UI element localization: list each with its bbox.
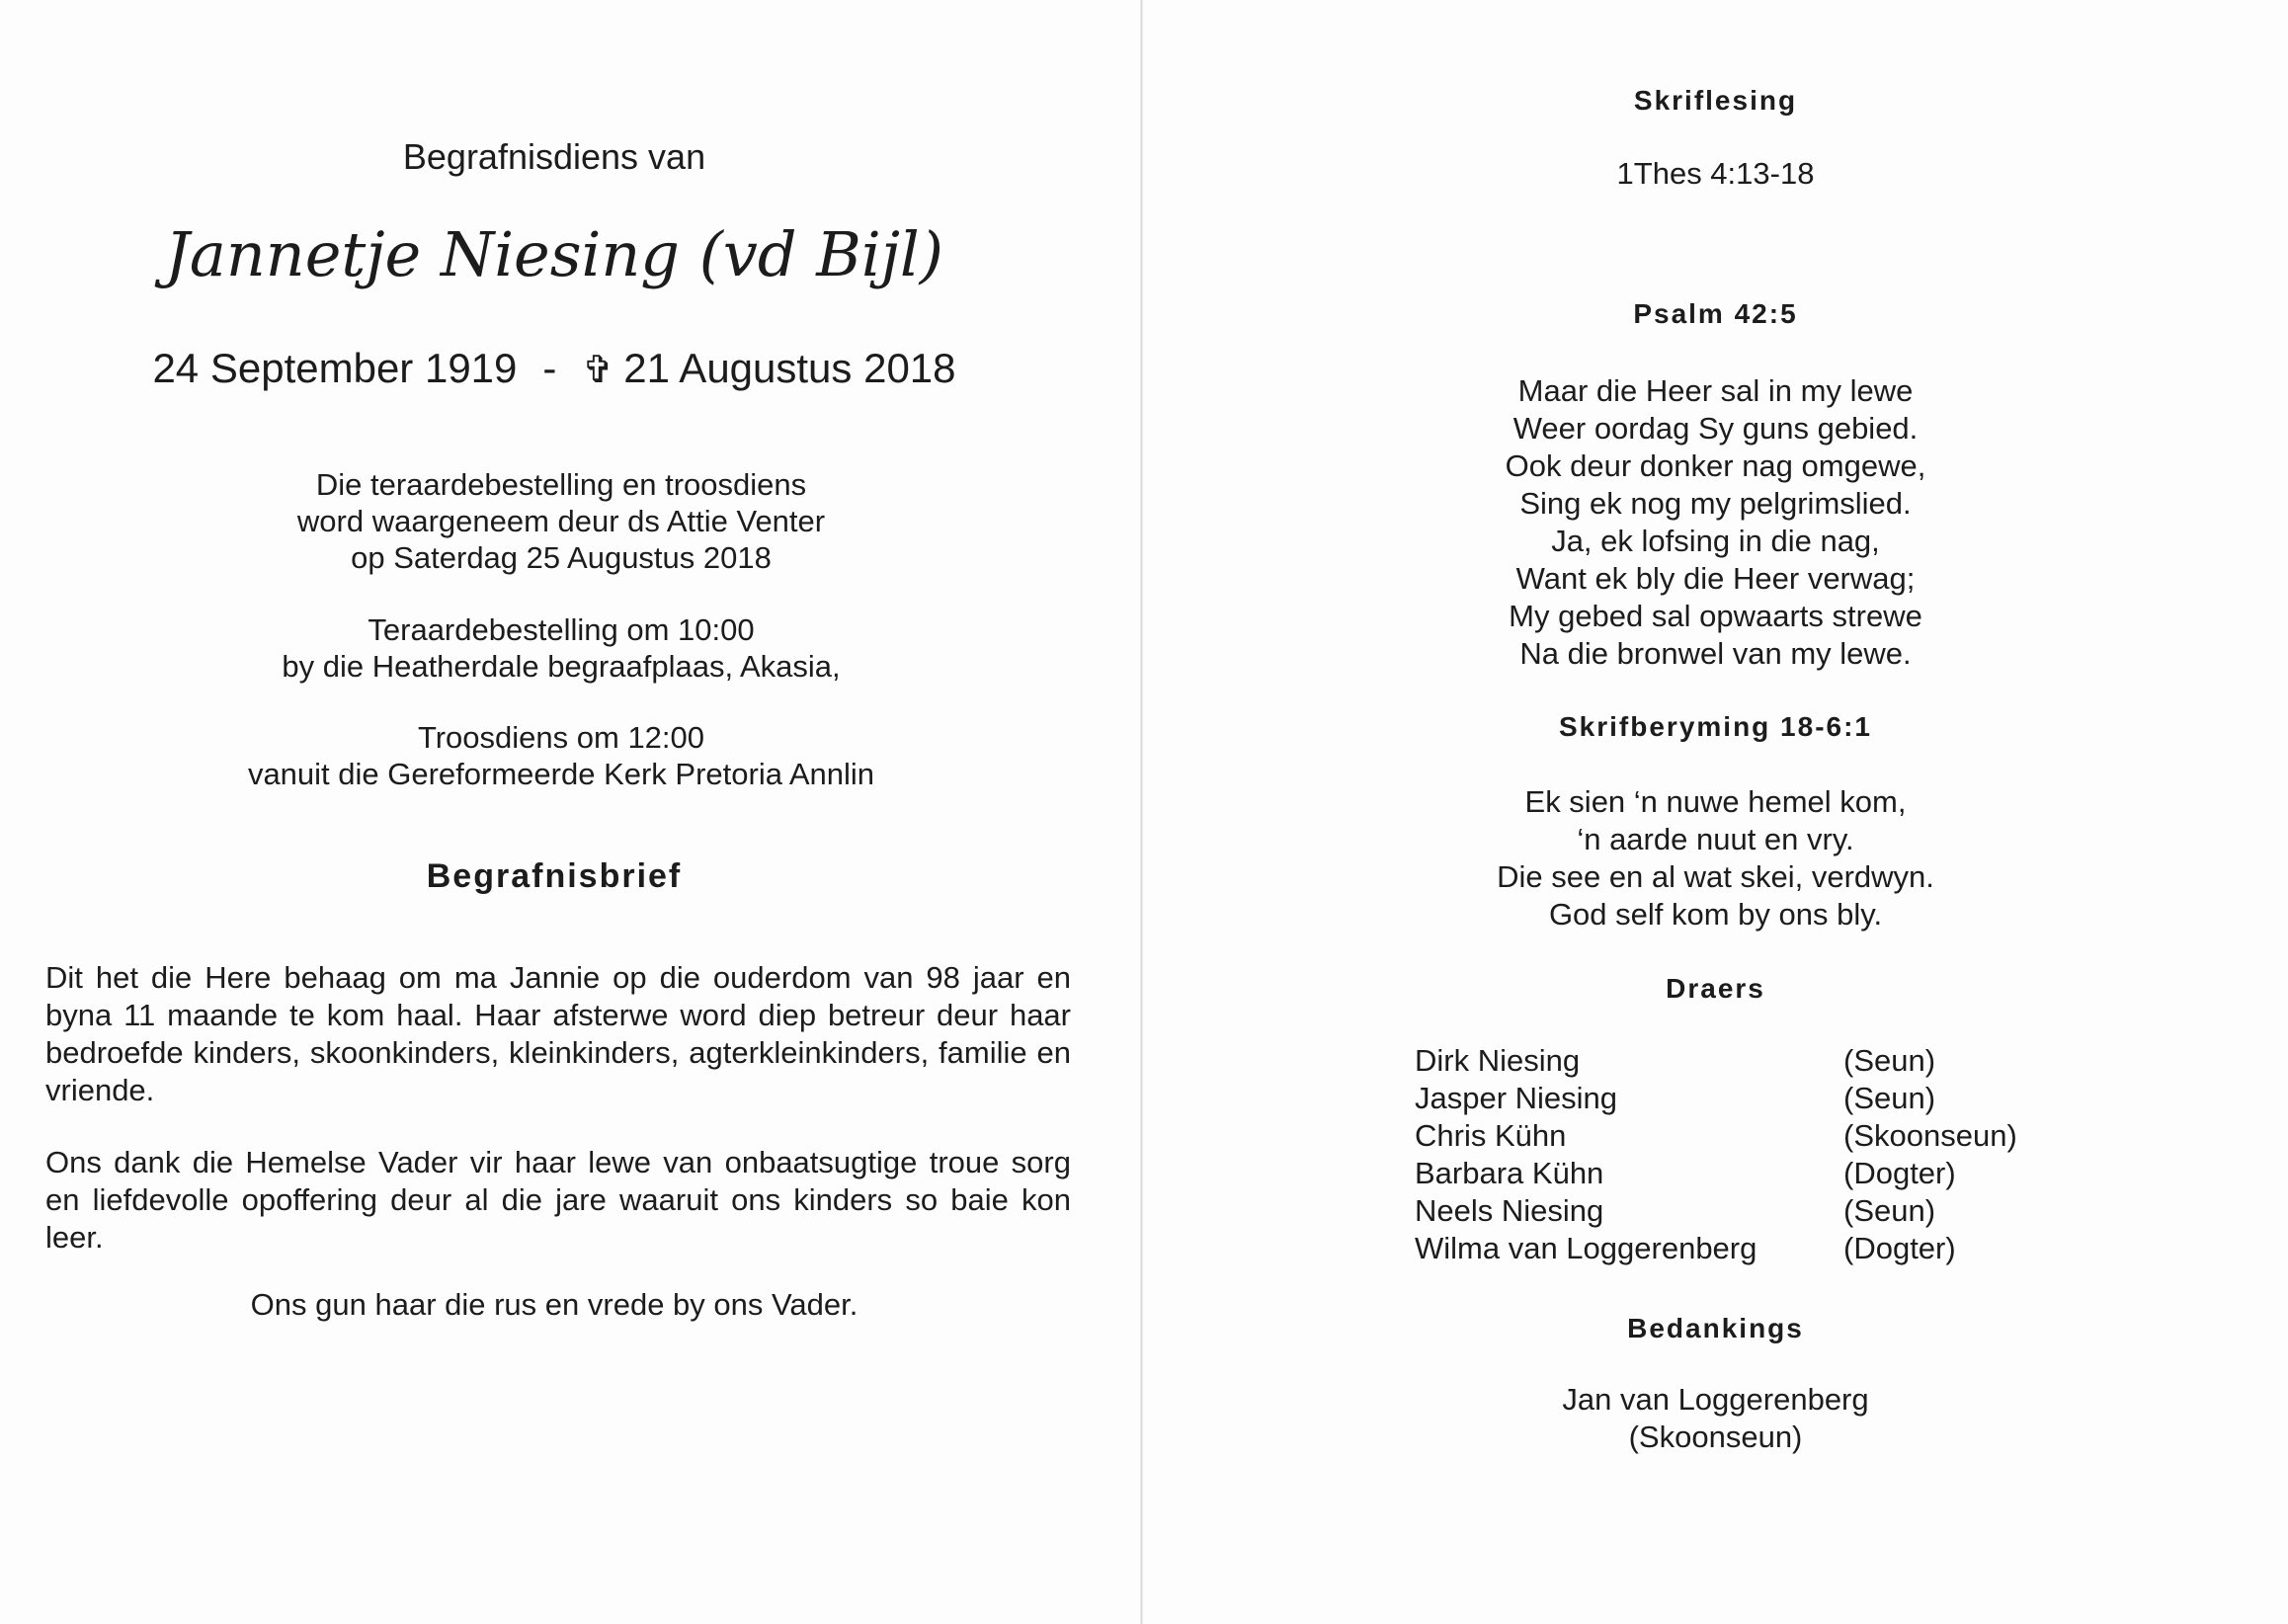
death-date: 21 Augustus 2018	[623, 345, 956, 391]
psalm-line: Ook deur donker nag omgewe,	[1505, 448, 1926, 483]
rhyme-line: God self kom by ons bly.	[1548, 897, 1883, 932]
burial-line: by die Heatherdale begraafplaas, Akasia,	[282, 649, 841, 684]
service-line: Die teraardebestelling en troosdiens	[315, 467, 807, 502]
bearer-relation: (Seun)	[1843, 1081, 1936, 1115]
cross-icon: ✞	[582, 350, 614, 391]
letter-paragraph: Ons dank die Hemelse Vader vir haar lewe van onbaatsugtige troue sorg en liefdevolle opoffering deur al die jare waaruit ons kinders so baie kon leer.	[45, 1145, 1071, 1255]
psalm-line: Want ek bly die Heer verwag;	[1515, 561, 1916, 596]
burial-line: Teraardebestelling om 10:00	[368, 612, 755, 647]
service-details	[0, 466, 1122, 576]
worship-line: vanuit die Gereformeerde Kerk Pretoria Annlin	[247, 757, 875, 791]
service-line: word waargeneem deur ds Attie Venter	[296, 504, 826, 538]
psalm-line: Ja, ek lofsing in die nag,	[1551, 524, 1880, 558]
bearer-row	[1415, 1155, 2106, 1192]
bearer-name: Chris Kühn	[1415, 1118, 1567, 1153]
rhyme-heading: Skrifberyming 18-6:1	[1559, 711, 1872, 742]
bearer-relation: (Dogter)	[1843, 1231, 1956, 1265]
bearer-relation: (Seun)	[1843, 1043, 1936, 1078]
date-separator: -	[542, 345, 557, 391]
scripture-heading: Skriflesing	[1633, 85, 1798, 116]
thanks-text	[1143, 1381, 2288, 1456]
worship-details	[0, 719, 1122, 792]
psalm-line: Weer oordag Sy guns gebied.	[1512, 411, 1919, 446]
life-dates	[0, 343, 1108, 396]
rhyme-line: Ek sien ‘n nuwe hemel kom,	[1524, 784, 1907, 819]
psalm-line: Na die bronwel van my lewe.	[1519, 636, 1912, 671]
scripture-reference: 1Thes 4:13-18	[1616, 156, 1815, 191]
closing-line: Ons gun haar die rus en vrede by ons Vader.	[250, 1287, 858, 1322]
worship-line: Troosdiens om 12:00	[417, 720, 705, 755]
bearer-row	[1415, 1230, 2106, 1267]
right-page	[1143, 0, 2288, 1624]
bearer-row	[1415, 1080, 2106, 1117]
psalm-line: My gebed sal opwaarts strewe	[1509, 599, 1922, 633]
psalm-heading: Psalm 42:5	[1633, 298, 1798, 329]
bearer-row	[1415, 1192, 2106, 1230]
birth-date: 24 September 1919	[152, 345, 518, 391]
left-page	[0, 0, 1140, 1624]
bearer-name: Barbara Kühn	[1415, 1156, 1604, 1190]
rhyme-verse	[1143, 783, 2288, 934]
psalm-line: Maar die Heer sal in my lewe	[1517, 373, 1914, 408]
rhyme-line: Die see en al wat skei, verdwyn.	[1497, 859, 1934, 894]
bearers-heading: Draers	[1666, 973, 1765, 1004]
service-line: op Saterdag 25 Augustus 2018	[351, 540, 772, 575]
bearer-name: Dirk Niesing	[1415, 1043, 1581, 1078]
bearer-row	[1415, 1042, 2106, 1080]
bearer-name: Wilma van Loggerenberg	[1415, 1231, 1757, 1265]
bearer-row	[1415, 1117, 2106, 1155]
bearer-relation: (Dogter)	[1843, 1156, 1956, 1190]
thanks-line: Jan van Loggerenberg	[1562, 1382, 1869, 1417]
rhyme-line: ‘n aarde nuut en vry.	[1577, 822, 1854, 856]
thanks-heading: Bedankings	[1627, 1313, 1804, 1343]
intro-text: Begrafnisdiens van	[402, 136, 706, 177]
burial-details	[0, 611, 1122, 685]
bearers-list	[1415, 1042, 2106, 1267]
bearer-name: Neels Niesing	[1415, 1193, 1604, 1228]
bearer-relation: (Seun)	[1843, 1193, 1936, 1228]
psalm-line: Sing ek nog my pelgrimslied.	[1519, 486, 1912, 521]
deceased-name: Jannetje Niesing (vd Bijl)	[165, 218, 943, 290]
thanks-line: (Skoonseun)	[1628, 1420, 1803, 1454]
letter-paragraph: Dit het die Here behaag om ma Jannie op die ouderdom van 98 jaar en byna 11 maande te kom haal. Haar afsterwe word diep betreur deur haar bedroefde kinders, skoonkinders, kleinkinders, agterkleinkinders, familie en vriende.	[45, 960, 1071, 1107]
bearer-relation: (Skoonseun)	[1843, 1118, 2017, 1153]
psalm-verse	[1143, 372, 2288, 673]
bearer-name: Jasper Niesing	[1415, 1081, 1618, 1115]
letter-heading: Begrafnisbrief	[426, 857, 683, 895]
